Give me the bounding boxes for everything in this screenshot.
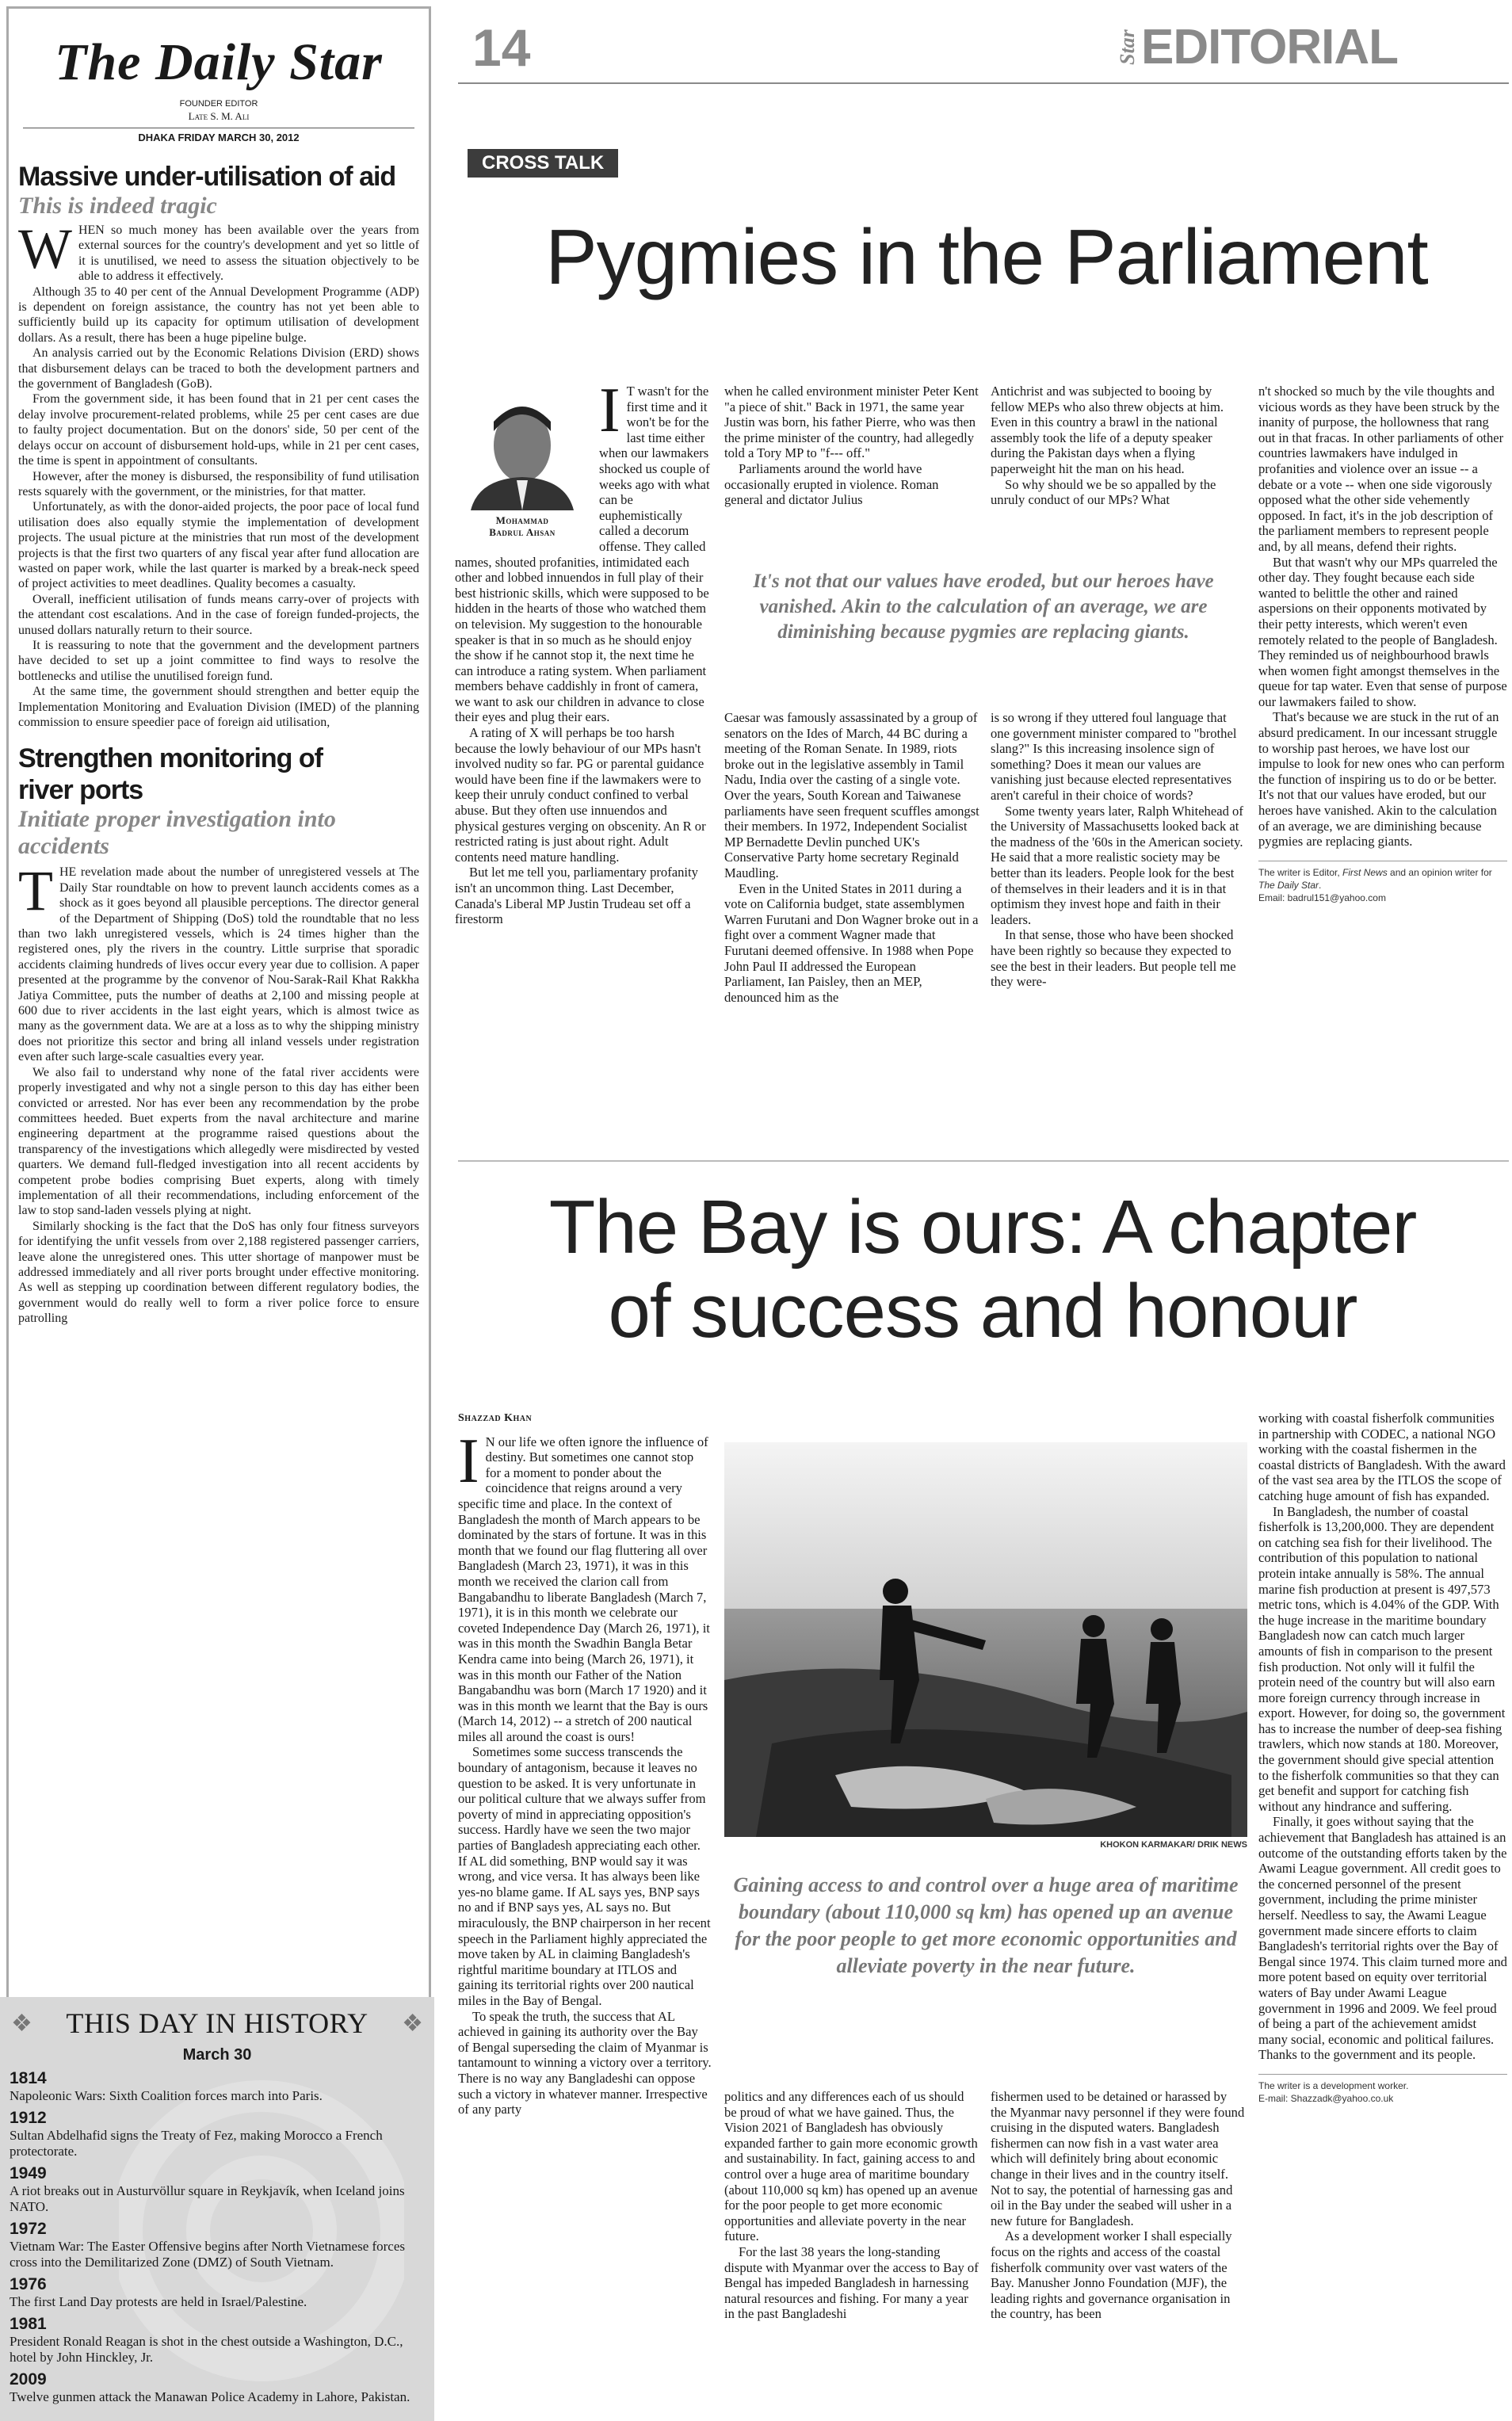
article-two-headline <box>460 1186 1506 1354</box>
paragraph: Finally, it goes without saying that the achievement that Bangladesh has attained is an outcome of the outstanding efforts taken by the Awami League government. All credit goes to the concerned personnel of the present government, including the prime minister herself. Needless to say, the Awami League government made sincere efforts to claim Bangladesh's territorial rights over the Bay of Bengal since 1974. This claim turned more and more potent based on equity over territorial waters of Bay under Awami League government in 1996 and 2009. We feel proud of being a part of the achievement amidst many social, economic and political failures. Thanks to the government and its people. <box>1258 1814 1507 2063</box>
history-year: 1949 <box>10 2164 47 2182</box>
paragraph: Even in the United States in 2011 during a vote on California budget, state assemblymen Warren Furutani and Don Wagner broke out in a fight over a comment Wagner made that Furutani deemed offensive. In 1988 when Pope John Paul II addressed the European Parliament, Ian Paisley, then an MEP, denounced him as the <box>724 880 979 1005</box>
paragraph: An analysis carried out by the Economic Relations Division (ERD) shows that disbursement delays can be traced to both the development partners and the government of Bangladesh (GoB). <box>18 346 419 391</box>
paragraph: Unfortunately, as with the donor-aided projects, the poor pace of local fund utilisation does also equally stymie the implementation of development projects. The usual picture at the ministries that run most of the development projects is that the first two quarters of any fiscal year after fund allocation are wasted on paper work, while the last quarter is marked by a break-neck speed of project activities to meet deadlines. Quality becomes a casualty. <box>18 500 419 591</box>
paragraph: Caesar was famously assassinated by a group of senators on the Ides of March, 44 BC during a meeting of the Roman Senate. In 1989, riots broke out in the legislative assembly in Tamil Nadu, India over the casting of a single vote. Over the years, South Korean and Taiwanese parliaments have seen frequent scuffles amongst their members. In 1972, Independent Socialist MP Bernadette Devlin punched UK's Conservative Party home secretary Reginald Maudling. <box>724 710 979 880</box>
header-rule <box>458 82 1509 84</box>
editorial-one <box>9 143 429 730</box>
paragraph: T wasn't for the first time and it won't be for the last time either when our lawmakers shocked us couple of weeks ago with what can be euphemistically called a decorum offense. They called names, shouted profanities, intimidated each other and lobbed innuendos in full play of their best histrionic skills, which were supposed to be hidden in the hearts of those who watched them on television. My suggestion to the honourable speaker is that in so much as he should enjoy the show if he cannot stop it, the next time he can introduce a rating system. When parliament members behave caddishly in front of camera, we want to ask our children in advance to close their eyes and plug their ears. <box>455 384 710 725</box>
paragraph: As a development worker I shall especially focus on the rights and access of the coastal fisherfolk community over vast waters of the Bay. Manusher Jonno Foundation (MJF), the leading rights and governance organisation in the country, has been <box>991 2228 1232 2322</box>
footnote-text: and an opinion writer for <box>1387 866 1492 878</box>
star-logo: Star <box>1116 29 1139 65</box>
article-one-headline: Pygmies in the Parliament <box>545 213 1428 300</box>
founder-name: Late S. M. Ali <box>188 110 250 122</box>
editorial-two-body <box>18 859 419 1326</box>
author-portrait-icon <box>455 384 590 510</box>
paragraph: Although 35 to 40 per cent of the Annual Development Programme (ADP) is dependent on foreign assistance, the country has not yet been able to sufficiently build up its capacity for optimum utilisation of development dollars. As a result, there has been a huge pipeline bulge. <box>18 284 419 345</box>
article-divider <box>458 1160 1509 1162</box>
footnote-text: . <box>1319 879 1322 891</box>
history-year: 1976 <box>10 2275 47 2293</box>
article-one-col4 <box>1258 384 1507 904</box>
section-title: EDITORIAL <box>1141 20 1398 74</box>
history-year: 1912 <box>10 2109 47 2127</box>
history-event: The first Land Day protests are held in Israel/Palestine. <box>10 2294 307 2309</box>
paragraph: is so wrong if they uttered foul language that one government minister compared to "brothel slang?" Is this increasing insolence sign of something? Does it mean our values are vanishing just because elected representatives aren't careful in their choice of words? <box>991 710 1237 803</box>
article-one-col3-bottom <box>991 710 1246 990</box>
footnote-text: The writer is a development worker. <box>1258 2079 1409 2091</box>
paragraph: But let me tell you, parliamentary profanity isn't an uncommon thing. Last December, Canada's Liberal MP Justin Trudeau set off a firestorm <box>455 865 698 927</box>
paragraph: For the last 38 years the long-standing dispute with Myanmar over the access to Bay of Bengal has impeded Bangladesh in harnessing natural resources and fishing. For many a year in the past Bangladeshi <box>724 2243 979 2322</box>
dropcap: W <box>18 217 72 281</box>
footnote-publication: The Daily Star <box>1258 879 1319 891</box>
paragraph: Some twenty years later, Ralph Whitehead of the University of Massachusetts looked back at the madness of the '60s in the American society. He said that a more realistic society may be better than its leaders. People look for the best of themselves in their leaders and it is in that optimism they invest hope and faith in their leaders. <box>991 803 1243 927</box>
founder-label: FOUNDER EDITOR <box>179 99 258 109</box>
editorial-column <box>6 6 431 2026</box>
paragraph: when he called environment minister Peter Kent "a piece of shit." Back in 1971, the same year Justin was born, his father Pierre, who was then the prime minister of the country, had allegedly told a Tory MP to "f--- off." <box>724 384 979 461</box>
paragraph: HEN so much money has been available over the years from external sources for the country's development and yet so little of it is unutilised, we need to assess the situation objectively to be able to address it effectively. <box>78 223 419 284</box>
article-one-pull-quote: It's not that our values have eroded, but our heroes have vanished. Akin to the calculation of an average, we are diminishing because pygmies are replacing giants. <box>753 571 1214 643</box>
history-event: Vietnam War: The Easter Offensive begins after North Vietnamese forces cross into the Demilitarized Zone (DMZ) of South Vietnam. <box>10 2239 406 2270</box>
footnote-text: The writer is Editor, <box>1258 866 1343 878</box>
dateline: DHAKA FRIDAY MARCH 30, 2012 <box>23 128 414 143</box>
paragraph: From the government side, it has been found that in 21 per cent cases the delay involve procurement-related problems, while 25 per cent cases are due to faulty project documentation. But on the donors' side, 50 per cent of the delays occur on account of disbursement hold-ups, while in 21 per cent cases, the time is spent in appointment of consultants. <box>18 392 419 468</box>
dropcap: I <box>458 1426 479 1496</box>
history-event: President Ronald Reagan is shot in the chest outside a Washington, D.C., hotel by John Hinckley, Jr. <box>10 2334 403 2365</box>
footnote-email: E-mail: Shazzadk@yahoo.co.uk <box>1258 2092 1394 2104</box>
paragraph: politics and any differences each of us should be proud of what we have gained. Thus, the Vision 2021 of Bangladesh has obviously expanded farther to gain more economic growth and sustainability. In fact, gaining access to and control over a huge area of maritime boundary (about 110,000 sq km) has opened up an avenue for the poor people to get more economic opportunities and alleviate poverty in the near future. <box>724 2089 978 2244</box>
editorial-one-subhead: This is indeed tragic <box>18 193 217 219</box>
editorial-two <box>9 730 429 1326</box>
history-year: 1981 <box>10 2315 47 2333</box>
article-one-col2-top <box>724 384 979 508</box>
author-photo <box>455 384 590 547</box>
history-year: 1814 <box>10 2069 47 2087</box>
author-name-line2: Badrul Ahsan <box>489 525 556 538</box>
article-two-footnote <box>1258 2074 1507 2105</box>
page-number: 14 <box>472 18 531 77</box>
article-two-col1 <box>458 1411 712 2117</box>
paragraph: To speak the truth, the success that AL achieved in gaining its authority over the Bay of Bengal superseding the claim of Myanmar is tantamount to winning a victory over a territory. There is no way any Bangladeshi can oppose such a victory in whatever manner. Irrespective of any party <box>458 2008 712 2117</box>
paragraph: That's because we are stuck in the rut of an absurd predicament. In our incessant struggle to worship past heroes, we have lost our impulse to look for new ones who can perform the function of inspiring us to do or be better. It's not that our values have eroded, but our heroes have vanished. Akin to the calculation of an average, we are diminishing because pygmies are replacing giants. <box>1258 709 1505 850</box>
editorial-one-headline: Massive under-utilisation of aid <box>18 162 396 192</box>
history-year: 2009 <box>10 2370 47 2389</box>
paragraph: However, after the money is disbursed, the responsibility of fund utilisation rests squarely with the government, or the ministries, for that matter. <box>18 469 419 498</box>
paragraph: In Bangladesh, the number of coastal fisherfolk is 13,200,000. They are dependent on catching sea fish for their livelihood. The contribution of this population to national protein intake annually is 58%. The annual marine fish production at present is 497,573 metric tons, which is 4.04% of the GDP. With the huge increase in the maritime boundary Bangladesh now can catch much larger amounts of fish in comparison to the present fish production. Not only will it fulfil the protein need of the country but will also earn more foreign currency through increase in export. However, for doing so, the government has to increase the number of deep-sea fishing trawlers, which now stands at 180. Moreover, the government should give special attention to the fisherfolk communities so that they can get benefit and support for catching fish without any hindrance and suffering. <box>1258 1503 1506 1814</box>
editorial-one-body <box>18 217 419 730</box>
article-two-pull-quote: Gaining access to and control over a huge area of maritime boundary (about 110,000 sq km) has opened up an avenue for the poor people to get more economic opportunities and alleviate poverty in the near future. <box>733 1873 1239 1977</box>
paragraph: In that sense, those who have been shocked have been rightly so because they expected to see the best in their leaders. But people tell me they were- <box>991 927 1236 990</box>
masthead-title: The Daily Star <box>55 33 383 91</box>
article-two-col3 <box>991 2089 1246 2322</box>
article-one-col2-bottom <box>724 710 979 1005</box>
history-event: Napoleonic Wars: Sixth Coalition forces march into Paris. <box>10 2088 323 2103</box>
history-date: March 30 <box>182 2046 252 2064</box>
editorial-two-subhead: Initiate proper investigation into accidents <box>18 806 336 860</box>
history-box <box>0 1997 434 2421</box>
footnote-email: Email: badrul151@yahoo.com <box>1258 892 1386 903</box>
article-two-col2 <box>724 2089 979 2322</box>
article-one-footnote <box>1258 861 1507 904</box>
headline-line: of success and honour <box>608 1269 1357 1354</box>
dropcap: T <box>18 859 53 923</box>
footnote-publication: First News <box>1342 866 1388 878</box>
paragraph: But that wasn't why our MPs quarreled the other day. They fought because each side wanted to belittle the other and rained aspersions on their opponents motivated by their petty interests, which weren't even remotely related to the people of Bangladesh. They reminded us of neighbourhood brawls when women fight amongst themselves in the queue for tap water. Even that sense of purpose our lawmakers failed to show. <box>1258 554 1507 709</box>
paragraph: A rating of X will perhaps be too harsh because the lowly behaviour of our MPs hasn't involved nudity so far. PG or parental guidance would have been fine if the lawmakers were to keep their unruly conduct confined to verbal abuse. But they often use innuendos and physical gestures verging on obscenity. An R or restricted rating is just about right. Adult contents need mature handling. <box>455 725 706 865</box>
editorial-two-headline: Strengthen monitoring of river ports <box>18 743 323 806</box>
photo-credit: KHOKON KARMAKAR/ DRIK NEWS <box>1100 1840 1247 1850</box>
history-events <box>0 2069 434 2405</box>
paragraph: So why should we be so appalled by the unruly conduct of our MPs? What <box>991 476 1216 508</box>
history-event: Sultan Abdelhafid signs the Treaty of Fez, making Morocco a French protectorate. <box>10 2128 383 2159</box>
paragraph: Overall, inefficient utilisation of funds means carry-over of projects with the attendant cost escalations. And in the case of foreign funded-projects, the unused dollars naturally return to their source. <box>18 592 419 637</box>
article-one-col3-top <box>991 384 1246 508</box>
article-one-col1 <box>455 376 710 1192</box>
article-two-author: Shazzad Khan <box>458 1412 533 1424</box>
author-name-line1: Mohammad <box>495 514 549 526</box>
history-event: Twelve gunmen attack the Manawan Police Academy in Lahore, Pakistan. <box>10 2389 410 2404</box>
paragraph: Similarly shocking is the fact that the DoS has only four fitness surveyors for identifying the unfit vessels from over 2,188 registered passenger carriers, leave alone the unregistered ones. This utter shortage of manpower must be addressed immediately and all river ports brought under effective monitoring. As well as stepping up coordination between different regulatory bodies, the government would do really well to form a river police force to ensure patrolling <box>18 1219 419 1326</box>
paragraph: We also fail to understand why none of the fatal river accidents were properly investigated and why not a single person to this day has either been convicted or arrested. Nor has ever been any recommendation by the probe committees heeded. Buet experts from the naval architecture and marine engineering department at the programme raised questions about the transparency of the investigations which allegedly were misdirected by vested quarters. We demand full-fledged investigation into all recent accidents by competent probe bodies comprising Buet experts, along with timely implementation of all their recommendations, including enforcement of the law to stop sand-laden vessels plying at night. <box>18 1065 419 1218</box>
paragraph: Parliaments around the world have occasionally erupted in violence. Roman general and dictator Julius <box>724 460 939 508</box>
history-title: THIS DAY IN HISTORY <box>66 2007 368 2039</box>
paragraph: HE revelation made about the number of unregistered vessels at The Daily Star roundtable on how to prevent launch accidents comes as a shock as it goes beyond all plausible perceptions. The director general of the Department of Shipping (DoS) told the roundtable that no less than two lakh unregistered vessels, which is 24 times higher than the registered ones, ply the rivers in the country. Little surprise that sporadic accidents claiming hundreds of lives occur every year due to collision. A paper presented at the programme by the convenor of Nou-Sarak-Rail Khat Rakkha Jatiya Committee, puts the number of deaths at 2,100 and missing people at 600 due to river accidents in the last eight years, which is almost twice as many as the government data. We are at a loss as to why the shipping ministry does not prioritize this sector and bring all inland vessels under registration even after such large-scale casualties every year. <box>18 865 419 1064</box>
paragraph: It is reassuring to note that the government and the development partners have decided to set up a joint committee to find ways to resolve the bottlenecks and utilise the unutilised foreign fund. <box>18 638 419 683</box>
paragraph: N our life we often ignore the influence of destiny. But sometimes one cannot stop for a moment to ponder about the coincidence that reigns around a very specific time and place. In the context of Bangladesh the month of March appears to be dominated by the stars of fortune. It was in this month that we found our flag fluttering all over Bangladesh (March 23, 1971), it was in this month we received the clarion call from Bangabandhu to liberate Bangladesh (March 7, 1971), it is in this month we celebrate our coveted Independence Day (March 26, 1971), it was in this month the Swadhin Bangla Betar Kendra came into being (March 26, 1971), it was in this month our Father of the Nation Bangabandhu was born (March 17 1920) and it was in this month we learnt that the Bay is ours (March 14, 2012) -- a stretch of 200 nautical miles all around the coast is ours! <box>458 1434 710 1744</box>
article-two-photo <box>724 1442 1247 1837</box>
paragraph: Antichrist and was subjected to booing by fellow MEPs who also threw objects at him. Even in this country a brawl in the national assembly took the life of a deputy speaker during the Pakistan days when a flying paperweight hit the man on his head. <box>991 384 1224 476</box>
headline-line: The Bay is ours: A chapter <box>548 1185 1417 1270</box>
paragraph: n't shocked so much by the vile thoughts and vicious words as they have been struck by the inanity of purpose, the hollowness that rang out in that fracas. In other parliaments of other countries lawmakers have indulged in profanities and violence over an issue -- a debate or a vote -- when one side vigorously opposed what the other side vehemently opposed. In fact, it's in the job description of the parliament members to represent people and, by all means, defend their rights. <box>1258 384 1504 554</box>
fishermen-boat-photo-icon <box>724 1442 1247 1837</box>
dropcap: I <box>599 376 620 445</box>
paragraph: working with coastal fisherfolk communities in partnership with CODEC, a national NGO working with the coastal fishermen in the coastal districts of Bangladesh. With the award of the vast sea area by the ITLOS the scope of catching huge amount of fish has expanded. <box>1258 1411 1506 1503</box>
paragraph: fishermen used to be detained or harassed by the Myanmar navy personnel if they were found cruising in the disputed waters. Bangladesh fishermen can now fish in a vast water area which will definitely bring about economic change in their lives and in the country itself. Not to say, the potential of harnessing gas and oil in the Bay under the seabed will usher in a new future for Bangladesh. <box>991 2089 1245 2228</box>
flourish-right-icon: ❖ <box>402 2010 423 2037</box>
cross-talk-tag: CROSS TALK <box>468 149 618 178</box>
history-year: 1972 <box>10 2220 47 2238</box>
paragraph: Sometimes some success transcends the boundary of antagonism, because it leaves no question to be asked. It is very unfortunate in our political culture that we always suffer from poverty of mind in appreciating opposition's success. Hardly have we seen the two major parties of Bangladesh appreciating each other. If AL did something, BNP would say it was wrong, and vice versa. It has always been like yes-no blame game. If AL says yes, BNP says no and if BNP says yes, AL says no. But miraculously, the BNP chairperson in her recent speech in the Parliament highly appreciated the move taken by AL in claiming Bangladesh's rightful maritime boundary at ITLOS and gaining its territorial rights over 200 nautical miles in the Bay of Bengal. <box>458 1744 711 2008</box>
flourish-left-icon: ❖ <box>11 2010 32 2037</box>
article-two-col4 <box>1258 1411 1507 2105</box>
history-event: A riot breaks out in Austurvöllur square in Reykjavík, when Iceland joins NATO. <box>10 2183 405 2214</box>
paragraph: At the same time, the government should strengthen and better equip the Implementation Monitoring and Evaluation Division (IMED) of the planning commission to ensure speedier pace of foreign aid utilisation, <box>18 685 419 729</box>
